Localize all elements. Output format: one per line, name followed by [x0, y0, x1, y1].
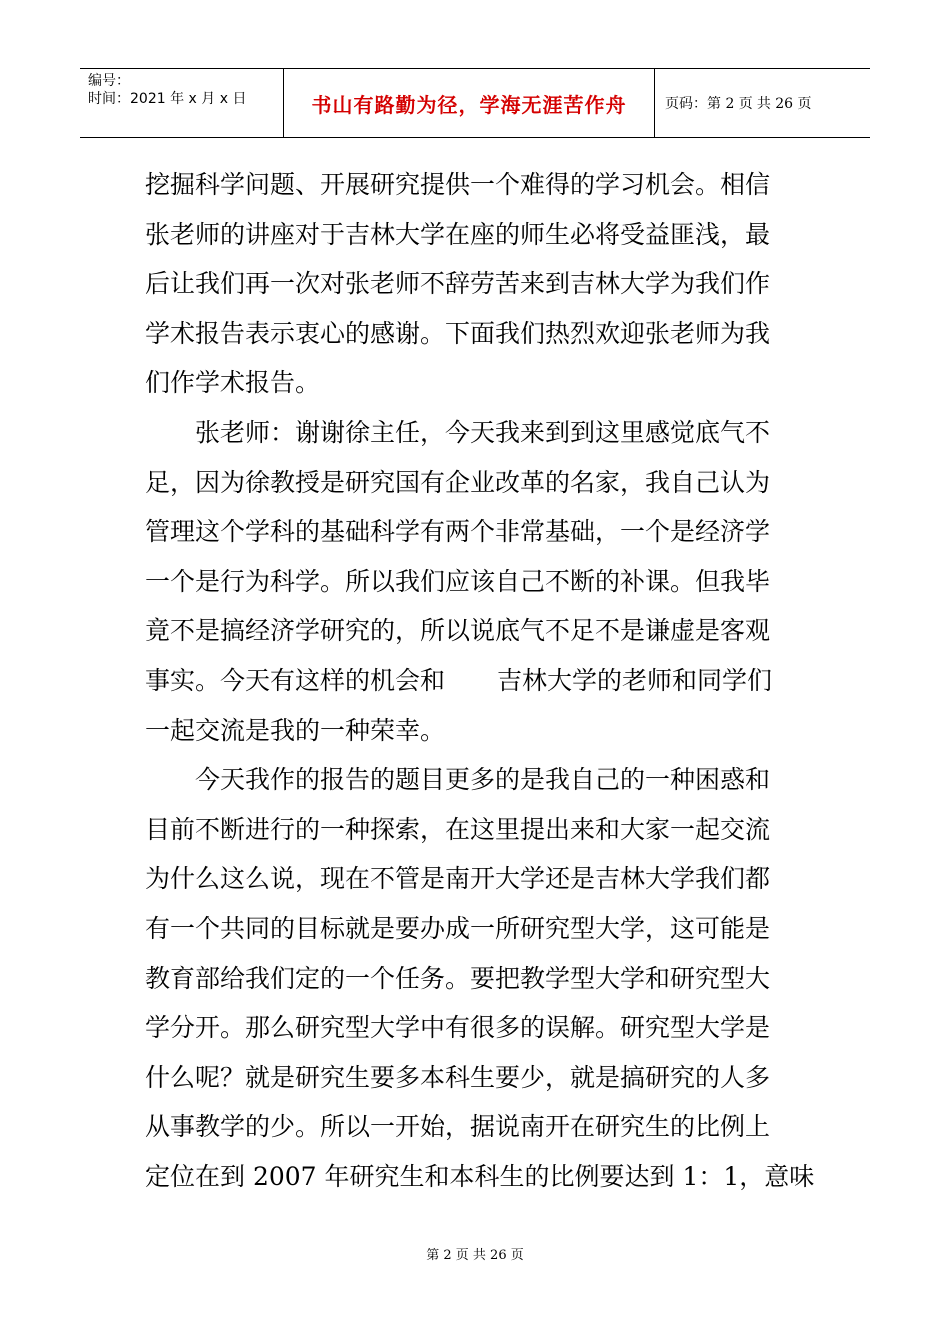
body-line-split — [145, 656, 807, 706]
body-line: 管理这个学科的基础科学有两个非常基础，一个是经济学 — [145, 517, 771, 547]
body-line: 什么呢？就是研究生要多本科生要少，就是搞研究的人多 — [145, 1062, 771, 1092]
body-line: 张老师：谢谢徐主任，今天我来到到这里感觉底气不 — [195, 417, 771, 447]
body-line: 一起交流是我的一种荣幸。 — [145, 715, 446, 745]
body-line: 张老师的讲座对于吉林大学在座的师生必将受益匪浅，最 — [145, 219, 771, 249]
body-line: 目前不断进行的一种探索，在这里提出来和大家一起交流 — [145, 814, 771, 844]
body-line-part: 吉林大学的老师和同学们 — [497, 665, 773, 695]
footer-page-number: 第 2 页 共 26 页 — [426, 1248, 524, 1263]
body-line: 为什么这么说，现在不管是南开大学还是吉林大学我们都 — [145, 864, 771, 894]
body-line-part: 事实。今天有这样的机会和 — [145, 665, 446, 695]
body-line: 挖掘科学问题、开展研究提供一个难得的学习机会。相信 — [145, 170, 771, 199]
body-line: 学术报告表示衷心的感谢。下面我们热烈欢迎张老师为我 — [145, 318, 771, 348]
page-header — [80, 68, 870, 138]
time-label: 时间：2021 年 x 月 x 日 — [88, 91, 247, 107]
header-meta — [80, 69, 283, 137]
page-number-label: 页码：第 2 页 — [665, 96, 753, 112]
body-line: 定位在到 2007 年研究生和本科生的比例要达到 1：1，意味 — [145, 1161, 815, 1191]
number-label: 编号： — [88, 73, 130, 89]
body-line: 后让我们再一次对张老师不辞劳苦来到吉林大学为我们作 — [145, 269, 771, 299]
body-line: 教育部给我们定的一个任务。要把教学型大学和研究型大 — [145, 963, 771, 993]
body-line: 有一个共同的目标就是要办成一所研究型大学，这可能是 — [145, 913, 771, 943]
body-line: 足，因为徐教授是研究国有企业改革的名家，我自己认为 — [145, 467, 771, 497]
body-line: 从事教学的少。所以一开始，据说南开在研究生的比例上 — [145, 1112, 771, 1142]
body-line: 今天我作的报告的题目更多的是我自己的一种困惑和 — [195, 765, 771, 795]
body-line: 们作学术报告。 — [145, 368, 321, 398]
body-line: 学分开。那么研究型大学中有很多的误解。研究型大学是 — [145, 1013, 771, 1043]
body-line: 竟不是搞经济学研究的，所以说底气不足不是谦虚是客观 — [145, 616, 771, 646]
page-footer — [0, 1244, 950, 1263]
motto-text: 书山有路勤为径，学海无涯苦作舟 — [311, 92, 627, 117]
header-motto-cell — [283, 69, 655, 137]
total-pages-label: 共 26 页 — [756, 96, 812, 112]
header-page-info — [655, 69, 870, 137]
body-line: 一个是行为科学。所以我们应该自己不断的补课。但我毕 — [145, 566, 771, 596]
document-body — [145, 160, 815, 1201]
